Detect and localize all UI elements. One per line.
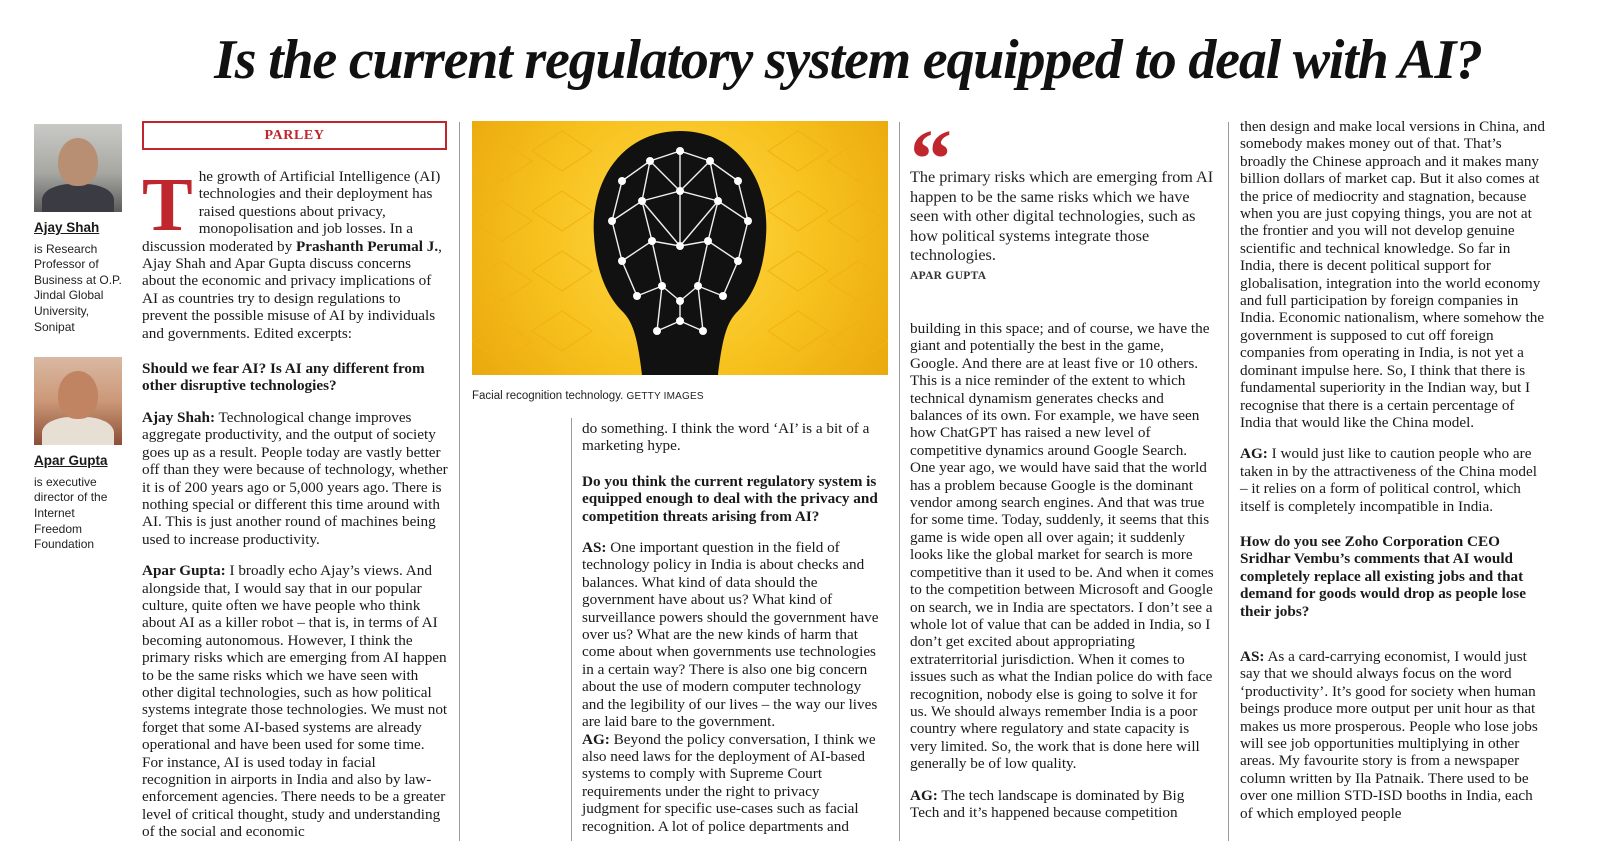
image-caption: Facial recognition technology. GETTY IMAGES (472, 390, 704, 402)
headline: Is the current regulatory system equipped to deal with AI? (214, 29, 1482, 91)
column-rule (459, 122, 460, 841)
article-column-3 (910, 320, 1216, 835)
moderator-name: Prashanth Perumal J. (295, 237, 439, 255)
drop-cap: T (142, 163, 193, 247)
question: Do you think the current regulatory system is equipped enough to deal with the privacy and competition threats arising from AI? (582, 472, 878, 525)
author-description: is executive director of the Internet Freedom Foundation (34, 474, 108, 552)
question: How do you see Zoho Corporation CEO Sridhar Vembu’s comments that AI would completely replace all existing jobs and that demand for goods would drop as people lose their jobs? (1240, 532, 1526, 620)
image-credit: GETTY IMAGES (626, 391, 704, 402)
author-photo-ajay-shah (34, 124, 122, 212)
answer-paragraph: AG: Beyond the policy conversation, I think we also need laws for the deployment of AI-based systems to comply with Supreme Court requirements under the right to privacy judgment for specific use-cases such as facial recognition. A lot of police departments and (582, 730, 876, 835)
facial-recognition-image (472, 121, 888, 375)
column-rule (571, 418, 572, 841)
article-column-4 (1240, 118, 1548, 836)
article-column-2 (582, 420, 880, 849)
question: Should we fear AI? Is AI any different from other disruptive technologies? (142, 360, 425, 395)
quote-mark-icon: “ (910, 113, 952, 206)
author-name[interactable]: Apar Gupta (34, 453, 108, 469)
author-photo-apar-gupta (34, 357, 122, 445)
answer-paragraph: AS: As a card-carrying economist, I would just say that we should always focus on the word ‘productivity’. It’s good for society when human beings produce more output per unit hour as that makes us more prosperous. People who lose jobs will see job opportunities multiplying in other areas. My favourite story is from a newspaper column written by Ila Patnaik. There used to be over one million STD-ISD booths in India, each of which employed people (1240, 647, 1538, 822)
column-rule (899, 122, 900, 841)
article-column-1 (142, 163, 448, 855)
answer-paragraph: Apar Gupta: I broadly echo Ajay’s views. And alongside that, I would say that in our popular culture, quite often we have people who think about AI as a killer robot – that is, in terms of AI becoming autonomous. However, I think the primary risks which are emerging from AI happen to be the same risks which we have seen with other digital technologies, such as how political systems integrate those technologies. We must not forget that some AI-based systems are already operational and have been used for some time. For instance, AI is used today in facial recognition in airports in India and also by law-enforcement agencies. There needs to be a greater level of critical thought, study and understanding of the social and economic (142, 562, 448, 841)
author-name[interactable]: Ajay Shah (34, 220, 100, 235)
answer-paragraph: AS: One important question in the field of technology policy in India is about checks and balances. What kind of data should the government have about us? What kind of surveillance powers should the government have over us? What are the new kinds of harm that come about when governments use technologies in a certain way? There is also one big concern about the use of modern computer technology and the legibility of our lives – the way our lives are laid bare to the government. (582, 539, 879, 731)
author-description: is Research Professor of Business at O.P. Jindal Global University, Sonipat (34, 241, 122, 334)
body-paragraph: do something. I think the word ‘AI’ is a bit of a marketing hype. (582, 420, 870, 455)
pull-quote-attribution: APAR GUPTA (910, 270, 987, 282)
intro-paragraph: The growth of Artificial Intelligence (AI) technologies and their deployment has raised questions about privacy, monopolisation and job losses. In a discussion moderated by Prashanth Perumal J., Ajay Shah and Apar Gupta discuss concerns about the economic and privacy implications of AI as countries try to design regulations to prevent the possible misuse of AI by individuals and governments. Edited excerpts: (142, 163, 442, 342)
section-label: PARLEY (142, 121, 447, 150)
column-rule (1228, 122, 1229, 841)
answer-paragraph: Ajay Shah: Technological change improves aggregate productivity, and the output of society goes up as a result. People today are vastly better off than they were because of technology, whether it is of 200 years ago or 5,000 years ago. There is nothing special or different this time around with AI. This is just another round of machines being used to increase productivity. (142, 408, 448, 548)
body-paragraph: then design and make local versions in China, and somebody makes money out of that. That’s broadly the Chinese approach and it makes many billion dollars of market cap. But it also comes at the price of mediocrity and stagnation, because when you are just copying things, you are not at the frontier and you will not develop genuine scientific and technical knowledge. So far in India, there is decent political support for globalisation, integration into the world economy and full participation by foreign companies in India. Economic nationalism, where somehow the government is supposed to cut off foreign companies from operating in India, is not yet a dominant impulse here. So, I think that there is fundamental superiority in the Indian way, but I recognise that there is a certain percentage of India that would like the China model. (1240, 118, 1545, 431)
body-paragraph: building in this space; and of course, we have the giant and potentially the best in the game, Google. And there are at least five or 10 others. This is a nice reminder of the extent to which technical dynamism generates checks and balances of its own. For example, we have seen how ChatGPT has raised a new level of competitive dynamics around Google Search. One year ago, we would have said that the world has a problem because Google is the dominant vendor among search engines. And that was true for some time. Today, suddenly, it seems that this game is wide open all over again; it suddenly looks like the global market for search is more competitive than it used to be. And when it comes to the competition between Microsoft and Google on search, we in India are spectators. I don’t see a whole lot of value that can be added in India, so I don’t get excited about appropriating extraterritorial jurisdiction. When it comes to issues such as what the Indian police do with face recognition, nobody else is going to solve it for us. We should always remember India is a poor country where regulatory and state capacity is very limited. So, the work that is done here will generally be of low quality. (910, 320, 1214, 773)
pull-quote: The primary risks which are emerging from AI happen to be the same risks which we have seen with other digital technologies, such as how political systems integrate those technologies. (910, 168, 1214, 264)
answer-paragraph: AG: I would just like to caution people who are taken in by the attractiveness of the China model – it relies on a form of political control, which itself is completely incompatible in India. (1240, 445, 1537, 515)
answer-paragraph: AG: The tech landscape is dominated by Big Tech and it’s happened because competition (910, 786, 1185, 821)
face-mesh-illustration (472, 121, 888, 375)
author-sidebar (34, 124, 126, 553)
